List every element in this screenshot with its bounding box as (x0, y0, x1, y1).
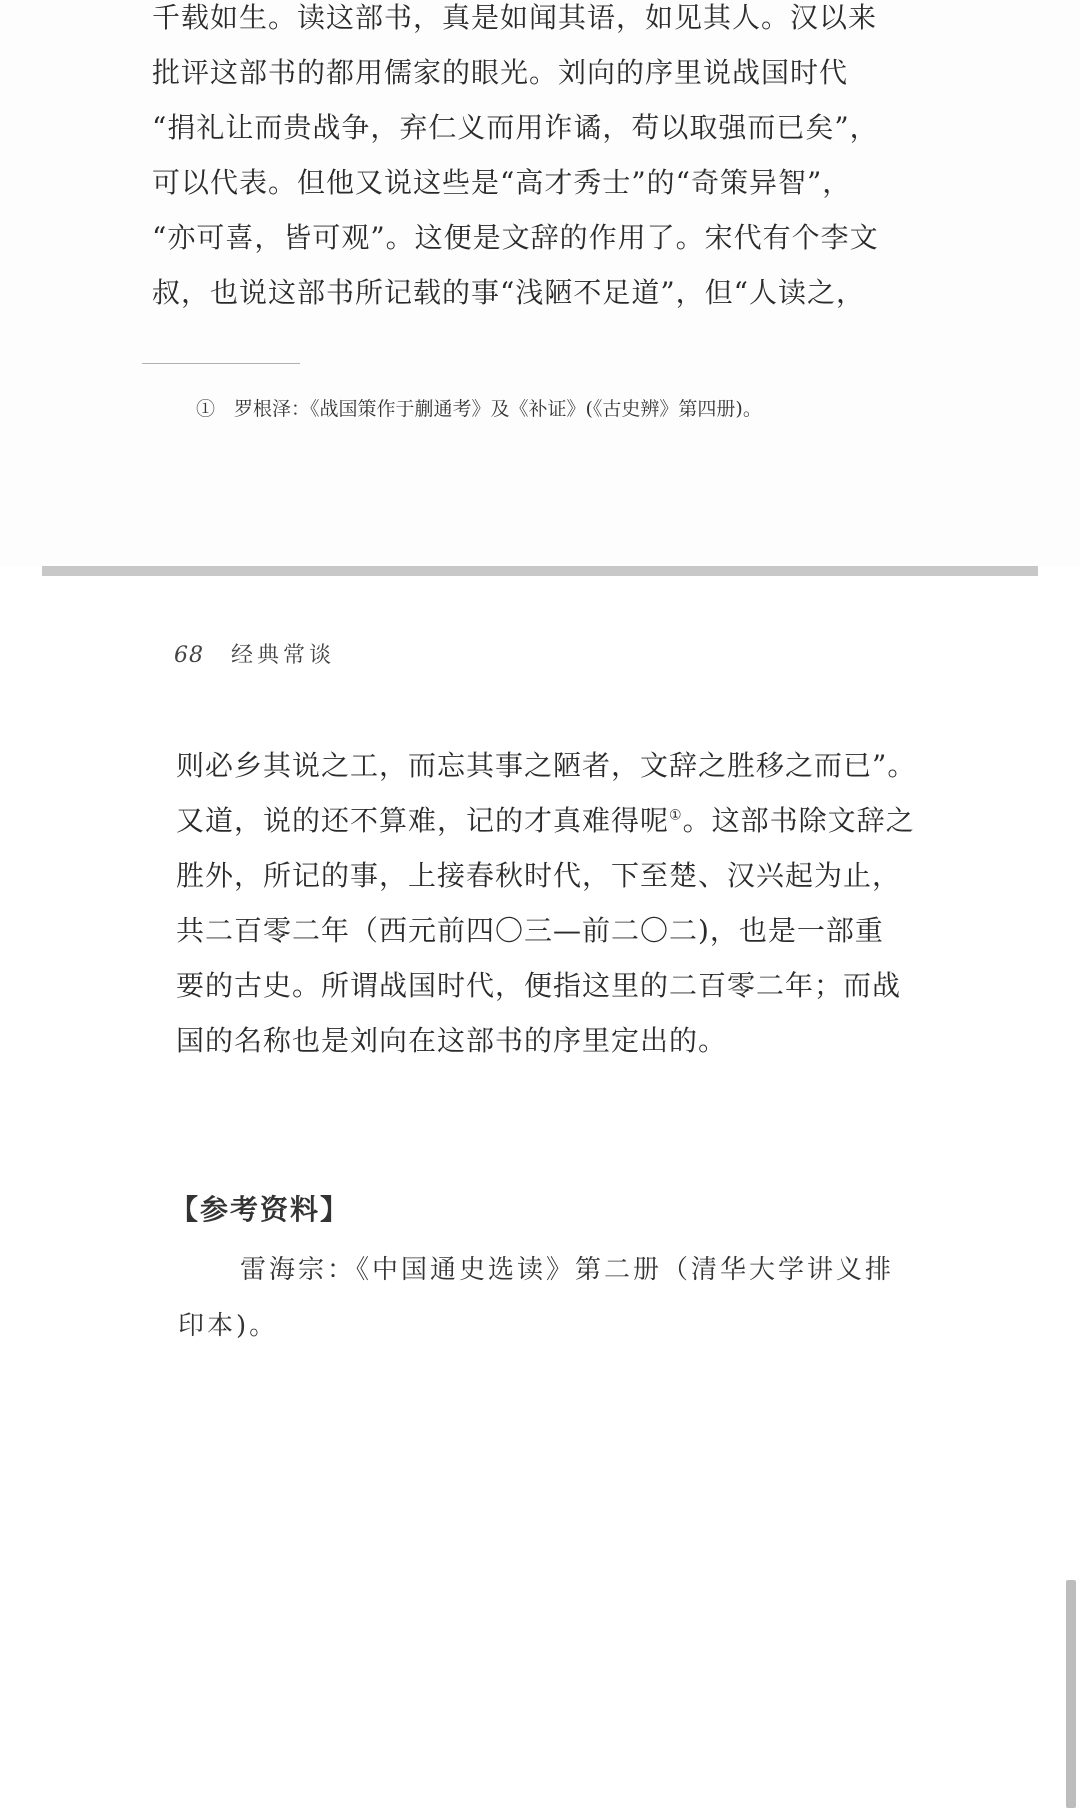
body-line: 胜外，所记的事，上接春秋时代，下至楚、汉兴起为止， (176, 859, 902, 892)
body-line-text: 又道，说的还不算难，记的才真难得呢 (176, 804, 670, 837)
body-line: 则必乡其说之工，而忘其事之陋者，文辞之胜移之而已”。 (176, 749, 917, 782)
reference-line: 印本)。 (178, 1311, 279, 1341)
body-line: 批评这部书的都用儒家的眼光。刘向的序里说战国时代 (152, 56, 849, 89)
body-line: 国的名称也是刘向在这部书的序里定出的。 (176, 1024, 728, 1057)
current-page-body-text (176, 738, 936, 1068)
body-line: 共二百零二年（西元前四〇三—前二〇二)，也是一部重 (176, 914, 884, 947)
previous-page-body-text (152, 0, 912, 320)
references-list (178, 1242, 938, 1354)
body-line: 千载如生。读这部书，真是如闻其语，如见其人。汉以来 (152, 1, 878, 34)
reference-line: 雷海宗：《中国通史选读》第二册（清华大学讲义排 (240, 1255, 895, 1285)
page-separator (42, 566, 1038, 576)
body-line: 叔，也说这部书所记载的事“浅陋不足道”，但“人读之， (152, 276, 865, 309)
body-line: “捐礼让而贵战争，弃仁义而用诈谲，苟以取强而已矣”， (152, 111, 879, 144)
previous-page (0, 0, 1080, 566)
body-line: “亦可喜，皆可观”。这便是文辞的作用了。宋代有个李文 (152, 221, 879, 254)
body-line-text: 。这部书除文辞之 (682, 804, 915, 837)
footnote-text: ① 罗根泽：《战国策作于蒯通考》及《补证》(《古史辨》第四册)。 (196, 398, 762, 420)
running-header (174, 638, 335, 669)
body-line: 要的古史。所谓战国时代，便指这里的二百零二年；而战 (176, 969, 902, 1002)
footnote-marker[interactable]: ① (669, 807, 683, 824)
vertical-scrollbar[interactable] (1066, 1580, 1076, 1808)
body-line (176, 793, 936, 848)
footnote-divider (142, 363, 300, 364)
page-number: 68 (174, 643, 204, 668)
references-heading: 【参考资料】 (170, 1193, 351, 1226)
body-line: 可以代表。但他又说这些是“高才秀士”的“奇策异智”， (152, 166, 852, 199)
running-title: 经典常谈 (231, 643, 336, 668)
